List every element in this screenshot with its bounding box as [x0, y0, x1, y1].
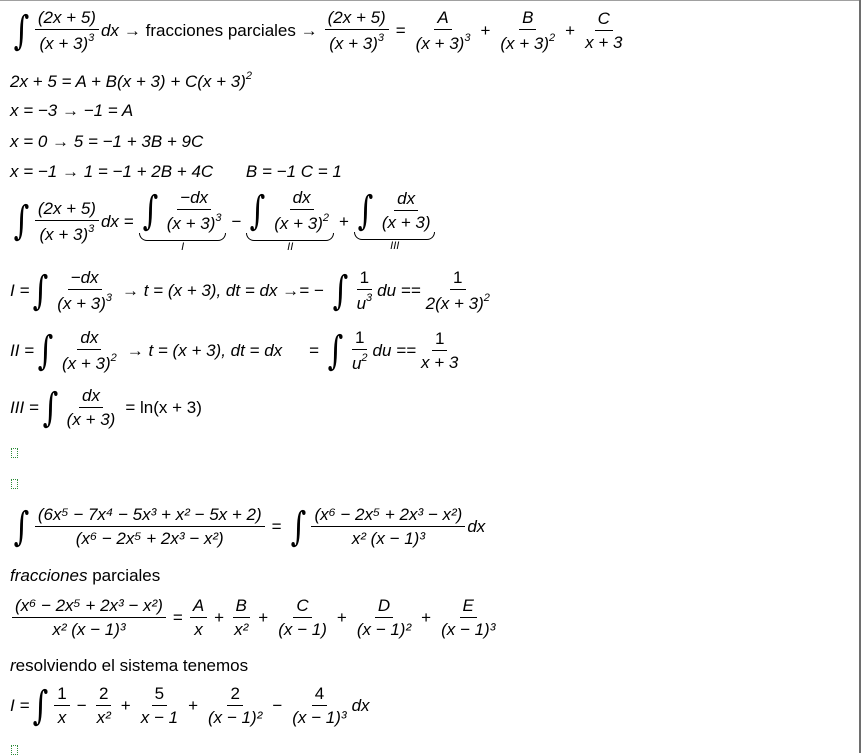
eq-integral-iii: III = ∫ $\frac{dx}{(x + 3)}$ = ln(x + 3)	[10, 384, 202, 431]
text-resolviendo: resolviendo el sistema tenemos	[10, 656, 249, 675]
empty-region-marker[interactable]	[11, 479, 18, 489]
empty-region-marker[interactable]	[11, 745, 18, 755]
term-i: ∫ $\frac{-dx}{(x + 3)^3}$ I	[139, 188, 227, 254]
text-fracciones-parciales-2: fracciones parciales	[10, 566, 161, 585]
eq-integral-i: I = ∫ $\frac{-dx}{(x + 3)^3}$ → t = (x + 3), dt = dx →= − ∫ $\frac{1}{u^3}$ du == $\frac{1}{2(x + 3)^2}$	[10, 267, 490, 314]
window-top-border	[0, 0, 861, 1]
eq-integral-ii: II = ∫ $\frac{dx}{(x + 3)^2}$ → t = (x + 3), dt = dx = ∫ $\frac{1}{u^2}$ du == $\frac{1}{x + 3}$	[10, 327, 459, 374]
eq-identity: $2x + 5 = A + B(x + 3) + C(x + 3)^2$	[10, 70, 253, 91]
integral-sign: ∫	[13, 198, 30, 245]
eq-second-integral: ∫ $\frac{\text{(6x⁵ − 7x⁴ − 5x³ + x² − 5x + 2)}}{\text{(x⁶ − 2x⁵ + 2x³ − x²)}}$ = ∫ $\frac{\text{(x⁶ − 2x⁵ + 2x³ − x²)}}{\text{x² (x − 1)³}}$ dx	[13, 503, 486, 550]
empty-region-marker[interactable]	[11, 448, 18, 458]
eq-final-integral: I = ∫ $\frac{1}{x}$ − $\frac{2}{\text{x²}}$ + $\frac{5}{x - 1}$ + $\frac{2}{\text{(x − 1)²}}$ − $\frac{4}{\text{(x − 1)³}}$ dx	[10, 682, 370, 729]
fraction-c: $\frac{C}{x + 3}$	[585, 9, 623, 53]
term-ii: ∫ $\frac{dx}{(x + 3)^2}$ II	[246, 188, 334, 254]
eq-split-integrals: ∫ $\frac{(2x + 5)}{(x + 3)^3}$ dx = ∫ $\frac{-dx}{(x + 3)^3}$ I − ∫ $\frac{dx}{(x + 3)^2}$ II + ∫ $\frac{dx}{(x + 3)}$ III	[10, 188, 435, 254]
equals: =	[395, 21, 406, 41]
integral-sign: ∫	[13, 7, 30, 54]
eq-x-0: x = 0 → 5 = −1 + 3B + 9C	[10, 132, 204, 151]
fraction-a: $\frac{A}{(x + 3)^3}$	[415, 8, 471, 54]
text-fracciones-parciales: → fracciones parciales →	[123, 21, 318, 41]
eq-partial-decomposition: $\frac{\text{(x⁶ − 2x⁵ + 2x³ − x²)}}{\text{x² (x − 1)³}}$ = $\frac{A}{x}$ + $\frac{B}{\text{x²}}$ + $\frac{C}{(x - 1)}$ + $\frac{D}{\text{(x − 1)²}}$ + $\frac{E}{\text{(x − 1)³}}$	[10, 596, 500, 639]
fraction: $\frac{(2x + 5)}{(x + 3)^3}$	[325, 8, 389, 53]
eq-x-minus3: x = −3 → −1 = A	[10, 101, 134, 120]
fraction-b: $\frac{B}{(x + 3)^2}$	[500, 8, 556, 54]
dx: dx	[100, 21, 119, 41]
eq-integral-partial-fractions: ∫ $\frac{(2x + 5)}{(x + 3)^3}$ dx → fracciones parciales → $\frac{(2x + 5)}{(x + 3)^3}$ = $\frac{A}{(x + 3)^3}$ + $\frac{B}{(x + 3)^2}$ + $\frac{C}{x + 3}$	[10, 8, 627, 53]
solution-b-c: B = −1 C = 1	[245, 162, 342, 181]
fraction: $\frac{(2x + 5)}{(x + 3)^3}$	[35, 8, 99, 53]
term-iii: ∫ $\frac{dx}{(x + 3)}$ III	[354, 189, 436, 253]
eq-x-minus1: x = −1 → 1 = −1 + 2B + 4C B = −1 C = 1	[10, 162, 342, 181]
